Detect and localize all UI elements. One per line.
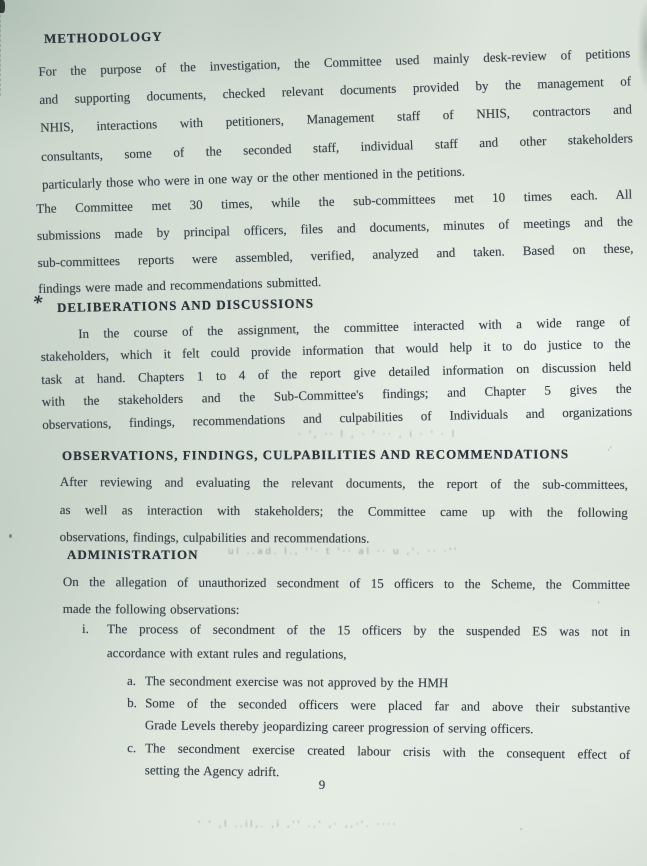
sub-item-c (127, 737, 631, 789)
scan-right-smudge (631, 0, 647, 92)
administration-heading: ADMINISTRATION (67, 547, 199, 562)
observations-heading: OBSERVATIONS, FINDINGS, CULPABILITIES AND RECOMMENDATIONS (61, 446, 570, 463)
paper-speck: , (520, 821, 523, 831)
sub-item-a-text: The secondment exercise was not approved by the HMH (144, 673, 449, 691)
bleed-through-marks: ul ..ad. l., ''· t '·· al ·· u ,'. ·· ·'' (228, 547, 459, 557)
methodology-paragraph-1: For the purpose of the investigation, the Committee used mainly desk-review of petitions and supporting documents, checked relevant documents provided by the management of NHIS, interactions with petitioners, Management staff of NHIS, contractors and consultants, some of the seconded staff, individual staff and other stakeholders particularly those who were in one way or the other mentioned in the petitions. (38, 45, 634, 192)
scan-left-edge-mark (0, 0, 5, 13)
deliberations-paragraph: In the course of the assignment, the committee interacted with a wide range of stakeholders, which it felt could provide information that would help it to do justice to the task at hand. Chapters 1 to 4 of the report give detailed information on discussion held with the stakeholders and the Sub-Committee's findings; and Chapter 5 gives the observations, findings, recommendations and culpabilities of Individuals and organizations (40, 313, 633, 432)
observations-paragraph: After reviewing and evaluating the relevant documents, the report of the sub-committees, as well as interaction with stakeholders; the Committee came up with the following observations, findings, culpabilities and recommendations. (59, 473, 628, 546)
methodology-heading: METHODOLOGY (43, 28, 163, 46)
sub-item-b (127, 692, 630, 742)
paper-speck-dot (9, 534, 12, 538)
sub-item-a-marker: a. (126, 673, 137, 689)
observation-list (82, 617, 630, 781)
bleed-through-marks: ' ' ,l ..il,. ,i ,'' .,' ,· ,,·'. ···· (198, 820, 398, 830)
sub-item-b-marker: b. (127, 695, 137, 711)
list-item-i-text: The process of secondment of the 15 officers by the suspended ES was not in accordance with extant rules and regulations, (106, 621, 631, 662)
sub-item-b-text: Some of the seconded officers were placed far and above their substantive Grade Levels thereby jeopardizing career progression of serving officers. (144, 695, 631, 737)
paper-crease-line (0, 0, 2, 96)
paper-speck: ·' (607, 445, 612, 455)
deliberations-heading: DELIBERATIONS AND DISCUSSIONS (56, 295, 315, 315)
methodology-paragraph-2: The Committee met 30 times, while the sub-committees met 10 times each. All submissions made by principal officers, files and documents, minutes of meetings and the sub-committees reports were assembled, verified, analyzed and taken. Based on these, findings were made and recommendations submitted. (36, 186, 634, 297)
sub-item-list (127, 670, 630, 781)
administration-paragraph: On the allegation of unauthorized secondment of 15 officers to the Scheme, the Committee made the following observations: (62, 573, 630, 617)
handwritten-asterisk-mark: * (31, 292, 44, 314)
sub-item-c-marker: c. (127, 739, 137, 756)
list-item-i (82, 617, 630, 668)
list-item-i-marker: i. (82, 621, 89, 637)
bleed-through-marks: · ', ·· l , · ' ·· , i · ' · l (298, 430, 457, 440)
sub-item-c-text: The secondment exercise created labour crisis with the consequent effect of setting the Agency adrift. (144, 740, 631, 780)
paper-speck: ' (598, 600, 600, 610)
page-number: 9 (318, 777, 326, 792)
